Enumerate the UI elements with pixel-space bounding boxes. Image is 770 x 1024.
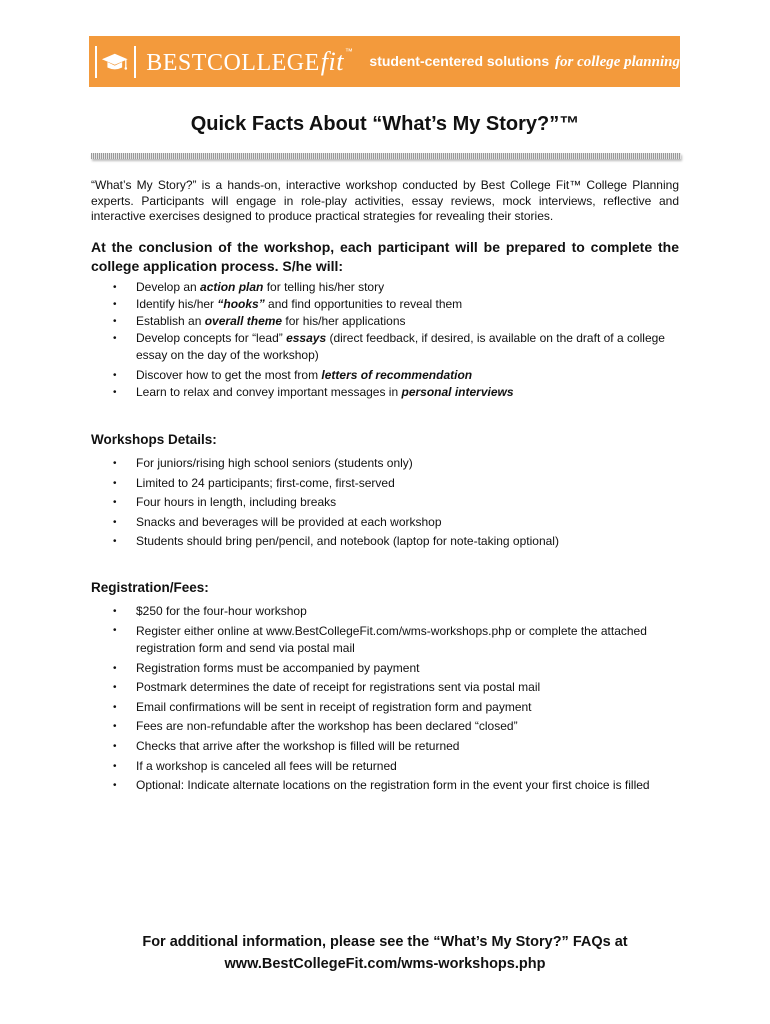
footer-note — [0, 931, 770, 975]
registration-list — [91, 602, 679, 796]
list-item: • Establish an overall theme for his/her applications — [91, 313, 679, 330]
list-item: • Students should bring pen/pencil, and notebook (laptop for note-taking optional) — [91, 532, 679, 552]
graduation-cap-icon — [101, 50, 129, 74]
logo-best: BEST — [146, 49, 207, 76]
trademark-mark: ™ — [344, 46, 354, 56]
conclusion-list — [91, 279, 679, 401]
list-item: • $250 for the four-hour workshop — [91, 602, 679, 622]
list-item: • Learn to relax and convey important messages in personal interviews — [91, 384, 679, 401]
list-item: • Fees are non-refundable after the workshop has been declared “closed” — [91, 717, 679, 737]
header-banner — [89, 36, 680, 87]
list-item: • Develop concepts for “lead” essays (direct feedback, if desired, is available on the draft of a college essay on the day of the workshop) — [91, 330, 679, 364]
list-item: • Identify his/her “hooks” and find opportunities to reveal them — [91, 296, 679, 313]
list-item: • Four hours in length, including breaks — [91, 493, 679, 513]
list-item: • Register either online at www.BestCollegeFit.com/wms-workshops.php or complete the attached registration form and send via postal mail — [91, 622, 679, 659]
company-logo — [146, 47, 353, 77]
title-divider — [91, 153, 681, 159]
registration-heading: Registration/Fees: — [91, 580, 209, 595]
list-item: • If a workshop is canceled all fees will be returned — [91, 757, 679, 777]
intro-paragraph: “What’s My Story?” is a hands-on, interactive workshop conducted by Best College Fit™ College Planning experts. Participants will engage in role-play activities, essay reviews, mock interviews, reflective and interactive exercises designed to produce practical strategies for revealing their stories. — [91, 178, 679, 223]
list-item: • Postmark determines the date of receipt for registrations sent via postal mail — [91, 678, 679, 698]
workshop-details-list — [91, 454, 679, 552]
list-item: • Limited to 24 participants; first-come, first-served — [91, 474, 679, 494]
tagline-italic: for college planning — [555, 53, 681, 70]
logo-college: COLLEGE — [206, 49, 320, 76]
logo-fit: fit — [320, 46, 344, 76]
footer-line-1: For additional information, please see the “What’s My Story?” FAQs at — [142, 934, 628, 950]
divider — [134, 46, 136, 78]
list-item: • Snacks and beverages will be provided at each workshop — [91, 513, 679, 533]
tagline-main: student-centered solutions — [369, 52, 550, 69]
list-item: • Email confirmations will be sent in receipt of registration form and payment — [91, 698, 679, 718]
divider — [95, 46, 97, 78]
workshop-details-heading: Workshops Details: — [91, 432, 217, 447]
list-item: • Registration forms must be accompanied by payment — [91, 659, 679, 679]
conclusion-heading: At the conclusion of the workshop, each participant will be prepared to complete the college application process. S/he will: — [91, 239, 679, 274]
list-item: • For juniors/rising high school seniors (students only) — [91, 454, 679, 474]
list-item: • Optional: Indicate alternate locations on the registration form in the event your first choice is filled — [91, 776, 679, 796]
list-item: • Checks that arrive after the workshop is filled will be returned — [91, 737, 679, 757]
tagline — [369, 53, 680, 71]
footer-url: www.BestCollegeFit.com/wms-workshops.php — [224, 956, 546, 972]
page-title: Quick Facts About “What’s My Story?”™ — [190, 113, 580, 135]
list-item: • Discover how to get the most from letters of recommendation — [91, 367, 679, 384]
list-item: • Develop an action plan for telling his/her story — [91, 279, 679, 296]
